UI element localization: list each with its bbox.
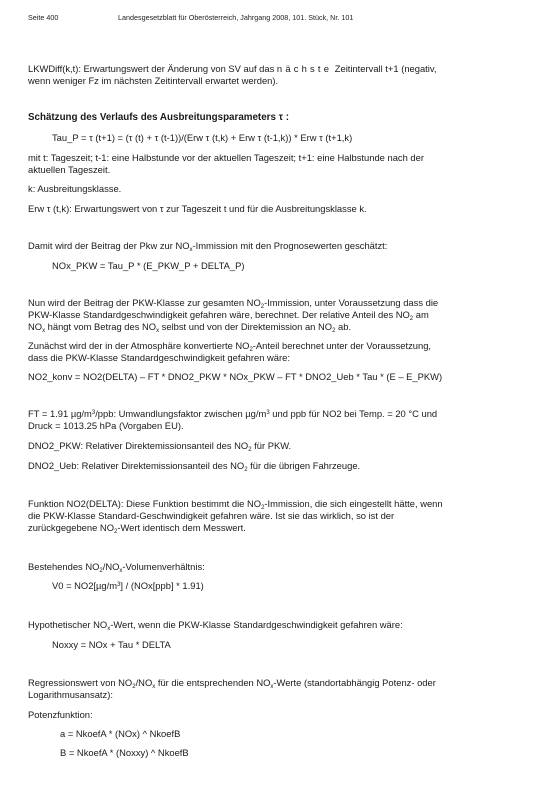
zunaechst-line-2: dass die PKW-Klasse Standardgeschwindigkeit gefahren wäre: <box>28 352 290 363</box>
funktion-line-1: Funktion NO2(DELTA): Diese Funktion bestimmt die $NO_2$-Immission, die sich eingestellt hätte, wenn <box>28 498 443 511</box>
nox-pkw-formula: NOx_PKW = Tau_P * (E_PKW_P + DELTA_P) <box>52 260 245 271</box>
zunaechst-line-1: Zunächst wird der in der Atmosphäre konvertierte $NO_2$-Anteil berechnet unter der Voraussetzung, <box>28 340 432 353</box>
hypothetisch-line: Hypothetischer $NO_x$-Wert, wenn die PKW-Klasse Standardgeschwindigkeit gefahren wäre: <box>28 619 403 632</box>
journal-title: Landesgesetzblatt für Oberösterreich, Jahrgang 2008, 101. Stück, Nr. 101 <box>118 13 354 22</box>
a-formula: a = NkoefA * (NOx) ^ NkoefB <box>60 728 181 739</box>
mit-t-line-1: mit t: Tageszeit; t-1: eine Halbstunde vor der aktuellen Tageszeit; t+1: eine Halbstunde nach der <box>28 152 424 163</box>
no2-konv-formula: NO2_konv = NO2(DELTA) – FT * DNO2_PKW * NOx_PKW – FT * DNO2_Ueb * Tau * (E – E_PKW) <box>28 371 443 382</box>
funktion-line-3: zurückgegebene $NO_2$-Wert identisch dem Messwert. <box>28 522 246 535</box>
section-heading-schaetzung: Schätzung des Verlaufs des Ausbreitungsparameters τ : <box>28 112 289 123</box>
nun-line-2: PKW-Klasse Standardgeschwindigkeit gefahren wäre, berechnet. Der relative Anteil des $NO_2$ am <box>28 309 429 322</box>
potenzfunktion-label: Potenzfunktion: <box>28 709 93 720</box>
erw-line: Erw τ (t,k): Erwartungswert von τ zur Tageszeit t und für die Ausbreitungsklasse k. <box>28 203 367 214</box>
mit-t-line-2: aktuellen Tageszeit. <box>28 164 111 175</box>
regression-line-1: Regressionswert von $NO_2/NO_x$ für die entsprechenden $NO_x$-Werte (standortabhängig Potenz- oder <box>28 677 436 690</box>
noxxy-formula: Noxxy = NOx + Tau * DELTA <box>52 639 171 650</box>
bestehendes-line: Bestehendes $NO_2/NO_x$-Volumenverhältnis: <box>28 561 205 574</box>
regression-line-2: Logarithmusansatz): <box>28 689 113 700</box>
spaced-emphasis: nächste <box>276 63 333 74</box>
ft-line-1: FT = 1.91 $\mu g/m^3$/ppb: Umwandlungsfaktor zwischen $\mu g/m^3$ und ppb für NO2 bei Temp. = 20 °C und <box>28 408 438 419</box>
b-formula: B = NkoefA * (Noxxy) ^ NkoefB <box>60 747 189 758</box>
nun-line-3: $NO_x$ hängt vom Betrag des $NO_x$ selbst und von der Direktemission an $NO_2$ ab. <box>28 321 352 334</box>
v0-formula: $V0 = NO2[\mu g/m^3] / (NOx[ppb] * 1.91)$ <box>52 580 204 591</box>
page-number: Seite 400 <box>28 13 59 22</box>
lkwdiff-line-2: wenn weniger Fz im nächsten Zeitintervall erwartet werden). <box>28 75 279 86</box>
damit-line: Damit wird der Beitrag der Pkw zur $NO_x$-Immission mit den Prognosewerten geschätzt: <box>28 240 388 253</box>
k-line: k: Ausbreitungsklasse. <box>28 183 122 194</box>
dno2-pkw-line: DNO2_PKW: Relativer Direktemissionsanteil des $NO_2$ für PKW. <box>28 440 292 453</box>
dno2-ueb-line: DNO2_Ueb: Relativer Direktemissionsanteil des $NO_2$ für die übrigen Fahrzeuge. <box>28 460 361 473</box>
lkwdiff-line-1: LKWDiff(k,t): Erwartungswert der Änderung von SV auf das nächste Zeitintervall t+1 (negativ, <box>28 63 437 74</box>
ft-line-2: Druck = 1013.25 hPa (Vorgaben EU). <box>28 420 184 431</box>
funktion-line-2: die PKW-Klasse Standard-Geschwindigkeit gefahren wäre. Ist sie das wirklich, so ist der <box>28 510 395 521</box>
tau-formula: Tau_P = τ (t+1) = (τ (t) + τ (t-1))/(Erw τ (t,k) + Erw τ (t-1,k)) * Erw τ (t+1,k) <box>52 132 353 143</box>
nun-line-1: Nun wird der Beitrag der PKW-Klasse zur gesamten $NO_2$-Immission, unter Voraussetzung dass die <box>28 297 439 310</box>
